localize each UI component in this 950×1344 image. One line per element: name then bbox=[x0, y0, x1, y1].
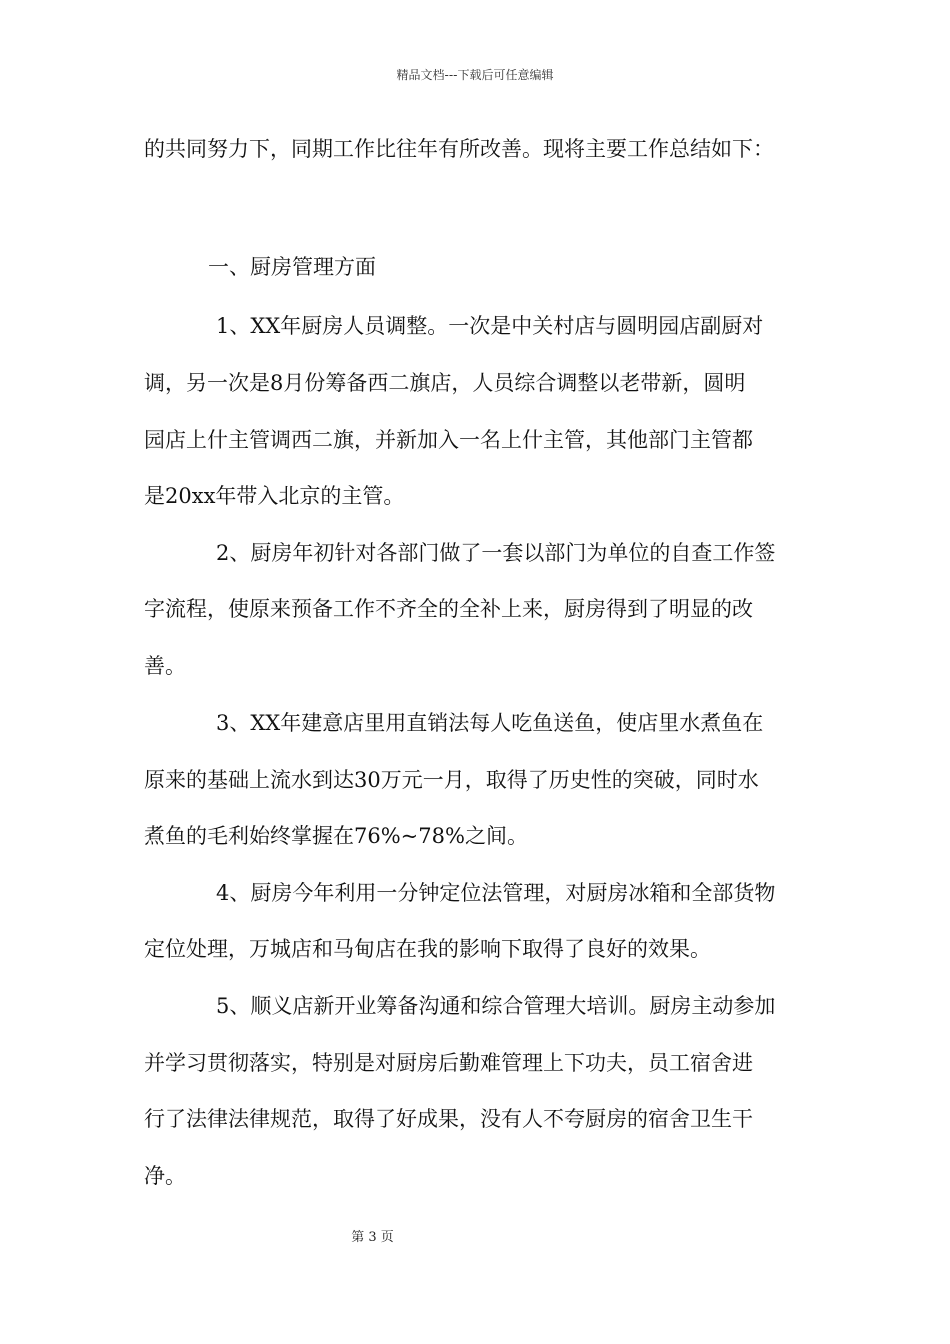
text-line: 字流程，使原来预备工作不齐全的全补上来，厨房得到了明显的改 bbox=[144, 597, 753, 621]
text-line: 3、XX年建意店里用直销法每人吃鱼送鱼，使店里水煮鱼在 bbox=[216, 711, 764, 735]
text-line: 园店上什主管调西二旗，并新加入一名上什主管，其他部门主管都 bbox=[144, 428, 753, 452]
page-header: 精品文档---下载后可任意编辑 bbox=[396, 68, 554, 82]
text-line: 是20xx年带入北京的主管。 bbox=[144, 484, 405, 508]
text-line: 善。 bbox=[144, 654, 186, 678]
text-line: 2、厨房年初针对各部门做了一套以部门为单位的自查工作签 bbox=[216, 541, 776, 565]
text-line: 并学习贯彻落实，特别是对厨房后勤难管理上下功夫，员工宿舍进 bbox=[144, 1051, 753, 1075]
text-line: 行了法律法律规范，取得了好成果，没有人不夸厨房的宿舍卫生干 bbox=[144, 1107, 753, 1131]
text-line: 定位处理，万城店和马甸店在我的影响下取得了良好的效果。 bbox=[144, 937, 711, 961]
text-line: 4、厨房今年利用一分钟定位法管理，对厨房冰箱和全部货物 bbox=[216, 881, 776, 905]
text-line: 的共同努力下，同期工作比往年有所改善。现将主要工作总结如下： bbox=[144, 137, 774, 161]
section-heading: 一、厨房管理方面 bbox=[208, 255, 376, 279]
text-line: 调，另一次是8月份筹备西二旗店，人员综合调整以老带新，圆明 bbox=[144, 371, 746, 395]
text-line: 1、XX年厨房人员调整。一次是中关村店与圆明园店副厨对 bbox=[216, 314, 764, 338]
text-line: 煮鱼的毛利始终掌握在76%~78%之间。 bbox=[144, 824, 528, 848]
text-line: 原来的基础上流水到达30万元一月，取得了历史性的突破，同时水 bbox=[144, 768, 759, 792]
page-number: 第 3 页 bbox=[351, 1230, 394, 1245]
text-line: 5、顺义店新开业筹备沟通和综合管理大培训。厨房主动参加 bbox=[216, 994, 776, 1018]
text-line: 净。 bbox=[144, 1164, 186, 1188]
